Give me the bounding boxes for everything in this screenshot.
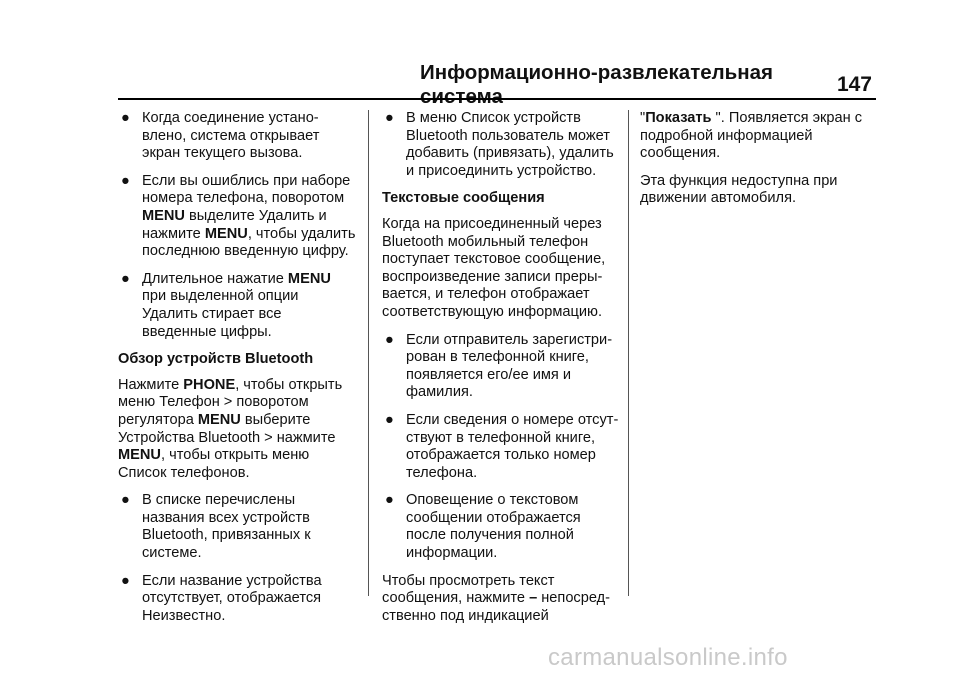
list-item-text: Когда соединение устано- влено, система открывает экран текущего вызова.	[142, 110, 320, 162]
bullet-icon: ●	[121, 572, 130, 589]
show-option-label: Показать	[645, 110, 712, 126]
list-item	[382, 332, 620, 402]
column-3	[640, 110, 878, 218]
column-2	[382, 110, 620, 635]
paragraph: Когда на присоединенный через Bluetooth мобильный телефон поступает текстовое сообщение, воспроизведение записи преры- вается, и телефон отображает соответствующую информацию.	[382, 215, 606, 320]
list-item	[382, 110, 620, 180]
menu-key: MENU	[287, 270, 331, 287]
header-rule	[118, 98, 876, 100]
list-item	[118, 271, 356, 341]
watermark-text: carmanualsonline.info	[548, 644, 788, 671]
menu-key: MENU	[197, 411, 241, 428]
bullet-icon: ●	[121, 172, 130, 189]
list-item	[382, 492, 620, 562]
list-item-text: Если сведения о номере отсут- ствуют в телефонной книге, отображается только номер телефона.	[406, 411, 619, 481]
list-item-text: Если название устройства отсутствует, отображается Неизвестно.	[142, 572, 322, 624]
list-item-text: В меню Список устройств Bluetooth пользователь может добавить (привязать), удалить и присоединить устройство.	[406, 110, 614, 179]
paragraph: Эта функция недоступна при движении автомобиля.	[640, 172, 838, 207]
page-number: 147	[836, 73, 872, 96]
paragraph: Чтобы просмотреть текст сообщения, нажмите – непосред- ственно под индикацией	[382, 572, 611, 624]
list-item-text: Если отправитель зарегистри- рован в телефонной книге, появляется его/ее имя и фамилия.	[406, 331, 613, 401]
bullet-icon: ●	[385, 492, 394, 509]
bullet-icon: ●	[121, 270, 130, 287]
bullet-icon: ●	[385, 411, 394, 428]
bullet-icon: ●	[121, 110, 130, 126]
column-1	[118, 110, 356, 635]
section-heading: Обзор устройств Bluetooth	[118, 351, 314, 368]
list-item-text: В списке перечислены названия всех устройств Bluetooth, привязанных к системе.	[142, 492, 311, 562]
chapter-title: Информационно-развлекательная система	[420, 61, 774, 108]
bullet-icon: ●	[121, 492, 130, 509]
paragraph: "Показать ". Появляется экран с подробной информацией сообщения.	[640, 110, 863, 162]
list-item	[118, 173, 356, 261]
list-item-text: Оповещение о текстовом сообщении отображается после получения полной информации.	[406, 492, 581, 562]
list-item	[382, 412, 620, 482]
paragraph: Нажмите PHONE, чтобы открыть меню Телефон > поворотом регулятора MENU выберите Устройства Bluetooth > нажмите MENU, чтобы открыть меню Список телефонов.	[118, 376, 343, 481]
menu-key: MENU	[142, 207, 185, 224]
list-item	[118, 110, 356, 163]
menu-key: MENU	[204, 225, 248, 242]
menu-key: MENU	[118, 447, 161, 464]
minus-key: –	[529, 590, 538, 607]
bullet-icon: ●	[385, 110, 394, 126]
column-divider-1	[368, 110, 369, 596]
column-divider-2	[628, 110, 629, 596]
list-item-text: Если вы ошиблись при наборе номера телефона, поворотом MENU выделите Удалить и нажмите MENU, чтобы удалить последнюю введенную цифру.	[142, 172, 356, 260]
list-item	[118, 492, 356, 562]
phone-key: PHONE	[183, 376, 236, 393]
list-item-text: Длительное нажатие MENU при выделенной опции Удалить стирает все введенные цифры.	[142, 270, 331, 340]
section-heading: Текстовые сообщения	[382, 190, 545, 207]
page-header	[420, 61, 872, 108]
list-item	[118, 573, 356, 626]
bullet-icon: ●	[385, 331, 394, 348]
